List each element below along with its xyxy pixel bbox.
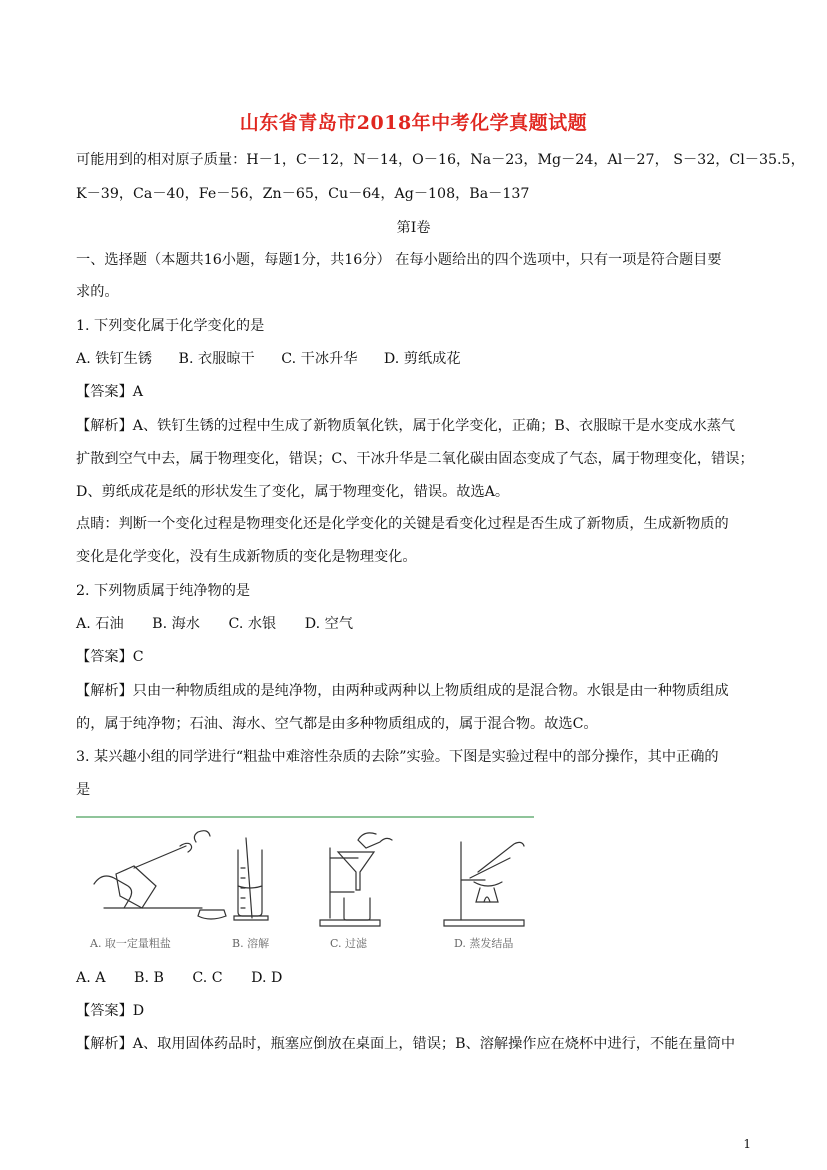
q3-stem-line-2: 是 — [76, 782, 91, 798]
page-title: 山东省青岛市2018年中考化学真题试题 — [239, 112, 588, 134]
page-number: 1 — [743, 1137, 751, 1151]
q2-option-d: D. 空气 — [304, 616, 354, 632]
q1-tip-line-2: 变化是化学变化，没有生成新物质的变化是物理变化。 — [76, 549, 417, 565]
q1-analysis-line-1: 【解析】A、铁钉生锈的过程中生成了新物质氧化铁，属于化学变化，正确；B、衣服晾干是水变成水蒸气 — [76, 418, 736, 434]
q1-tip-line-1: 点睛：判断一个变化过程是物理变化还是化学变化的关键是看变化过程是否生成了新物质，生成新物质的 — [76, 516, 729, 532]
q3-option-b: B. B — [134, 970, 164, 986]
q2-option-c: C. 水银 — [228, 616, 277, 632]
caption-a: A. 取一定量粗盐 — [90, 937, 171, 950]
q2-option-b: B. 海水 — [152, 616, 200, 632]
atomic-masses-line-2: K－39，Ca－40，Fe－56，Zn－65，Cu－64，Ag－108，Ba－137 — [76, 186, 530, 202]
q3-option-a: A. A — [76, 970, 106, 986]
q1-stem: 1. 下列变化属于化学变化的是 — [76, 318, 265, 334]
operation-b-drawing — [234, 838, 268, 920]
q1-analysis-line-2: 扩散到空气中去，属于物理变化，错误；C、干冰升华是二氧化碳由固态变成了气态，属于物理变化，错误； — [76, 451, 754, 467]
q1-analysis-line-3: D、剪纸成花是纸的形状发生了变化，属于物理变化，错误。故选A。 — [76, 484, 510, 500]
operation-a-drawing — [94, 831, 226, 919]
q1-option-b: B. 衣服晾干 — [178, 351, 255, 367]
q1-option-a: A. 铁钉生锈 — [76, 351, 153, 367]
caption-c: C. 过滤 — [330, 937, 368, 950]
q2-options — [76, 614, 377, 634]
q1-answer: 【答案】A — [76, 384, 143, 400]
atomic-masses-line-1: 可能用到的相对原子质量：H－1，C－12，N－14，O－16，Na－23，Mg－24，Al－27， S－32，Cl－35.5， — [76, 152, 805, 168]
caption-d: D. 蒸发结晶 — [454, 937, 514, 950]
caption-b: B. 溶解 — [232, 937, 270, 950]
q2-analysis-line-1: 【解析】只由一种物质组成的是纯净物，由两种或两种以上物质组成的是混合物。水银是由一种物质组成 — [76, 683, 729, 699]
q1-option-c: C. 干冰升华 — [281, 351, 358, 367]
volume-label: 第Ⅰ卷 — [396, 220, 431, 236]
q3-analysis-line-1: 【解析】A、取用固体药品时，瓶塞应倒放在桌面上，错误；B、溶解操作应在烧杯中进行，不能在量筒中 — [76, 1036, 736, 1052]
q3-option-c: C. C — [192, 970, 223, 986]
q1-option-d: D. 剪纸成花 — [383, 351, 461, 367]
q3-stem-line-1: 3. 某兴趣小组的同学进行“粗盐中难溶性杂质的去除”实验。下图是实验过程中的部分操作，其中正确的 — [76, 749, 719, 765]
q3-options — [76, 968, 306, 988]
q2-analysis-line-2: 的，属于纯净物；石油、海水、空气都是由多种物质组成的，属于混合物。故选C。 — [76, 716, 598, 732]
q3-option-d: D. D — [251, 970, 283, 986]
section-heading-line-1: 一、选择题（本题共16小题，每题1分，共16分） 在每小题给出的四个选项中，只有一项是符合题目要 — [76, 252, 722, 268]
q3-figure — [76, 812, 536, 954]
section-heading-line-2: 求的。 — [76, 284, 119, 300]
operation-d-drawing — [444, 842, 524, 926]
lab-operations-illustration — [76, 812, 536, 954]
q2-answer: 【答案】C — [76, 649, 144, 665]
q2-stem: 2. 下列物质属于纯净物的是 — [76, 583, 251, 599]
q2-option-a: A. 石油 — [76, 616, 124, 632]
q1-options — [76, 349, 483, 369]
operation-c-drawing — [320, 833, 392, 926]
q3-answer: 【答案】D — [76, 1003, 145, 1019]
